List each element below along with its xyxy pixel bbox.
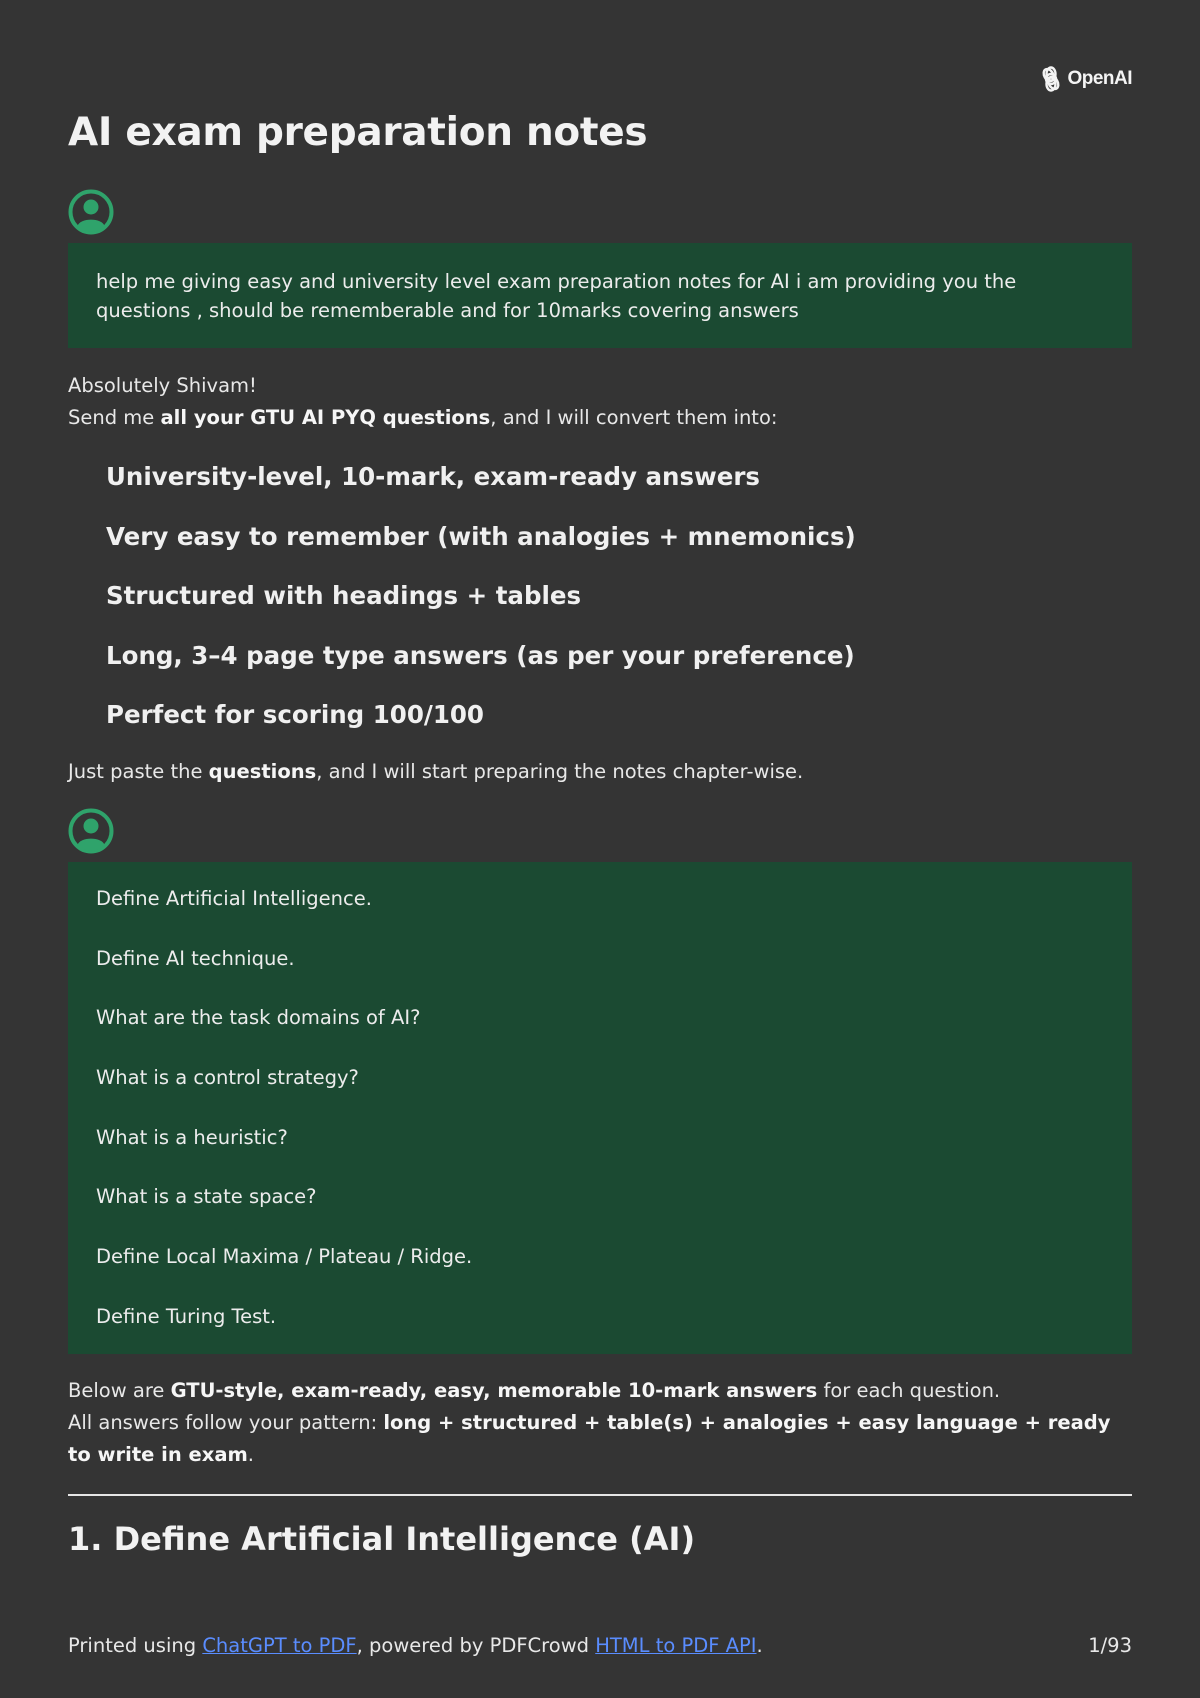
greeting: Absolutely Shivam! [68,374,257,397]
question-item: Define AI technique. [96,946,295,970]
paste-pre: Just paste the [68,760,209,783]
send-line [68,402,1132,434]
document-page [68,0,1132,1698]
l1-bold: GTU-style, exam-ready, easy, memorable 10-mark answers [170,1379,818,1402]
brand-name: OpenAI [1067,68,1132,89]
divider [68,1494,1132,1496]
summary-line-2 [68,1407,1132,1471]
user-message-2 [68,862,1132,1354]
paste-line [68,756,1132,788]
user-message-1 [68,243,1132,348]
user-avatar-icon [68,189,114,235]
openai-logo [1038,66,1132,92]
footer [68,1634,1132,1657]
send-bold: all your GTU AI PYQ questions [160,406,491,429]
page-title: AI exam preparation notes [68,110,648,155]
powered-by-text: , powered by PDFCrowd [356,1634,596,1657]
chatgpt-to-pdf-link[interactable]: ChatGPT to PDF [202,1634,357,1657]
summary-line-1 [68,1375,1132,1407]
footer-period: . [756,1634,763,1657]
send-post: , and I will convert them into: [490,406,778,429]
l1-pre: Below are [68,1379,171,1402]
section-heading: 1. Define Artificial Intelligence (AI) [68,1520,696,1558]
question-item: Define Turing Test. [96,1304,277,1328]
question-item: Define Local Maxima / Plateau / Ridge. [96,1245,473,1269]
paste-bold: questions [208,760,317,783]
footer-credit [68,1634,763,1657]
openai-knot-icon [1038,66,1064,92]
question-item: What is a control strategy? [96,1066,359,1090]
html-to-pdf-api-link[interactable]: HTML to PDF API [595,1634,757,1657]
printed-using-text: Printed using [68,1634,203,1657]
user-message-text: help me giving easy and university level exam preparation notes for AI i am providing you the questions , should be rememberable and for 10marks covering answers [96,270,1017,322]
l2-pre: All answers follow your pattern: [68,1411,384,1434]
feature-item: Very easy to remember (with analogies + mnemonics) [106,521,856,551]
l2-bold: long + structured + table(s) + analogies + easy language + ready to write in exam [68,1411,1111,1466]
paste-post: , and I will start preparing the notes chapter-wise. [316,760,804,783]
page-number: 1/93 [1088,1634,1132,1657]
user-avatar-icon [68,808,114,854]
l2-post: . [247,1443,254,1466]
question-item: What is a heuristic? [96,1125,288,1149]
send-pre: Send me [68,406,161,429]
question-item: What are the task domains of AI? [96,1006,421,1030]
l1-post: for each question. [817,1379,1001,1402]
assistant-intro [68,370,1132,434]
feature-item: Long, 3–4 page type answers (as per your preference) [106,640,855,670]
feature-item: University-level, 10-mark, exam-ready answers [106,462,760,491]
feature-list [106,455,856,753]
question-item: Define Artificial Intelligence. [96,887,372,910]
feature-item: Structured with headings + tables [106,581,582,610]
question-item: What is a state space? [96,1185,317,1209]
assistant-summary [68,1375,1132,1471]
feature-item: Perfect for scoring 100/100 [106,700,484,729]
